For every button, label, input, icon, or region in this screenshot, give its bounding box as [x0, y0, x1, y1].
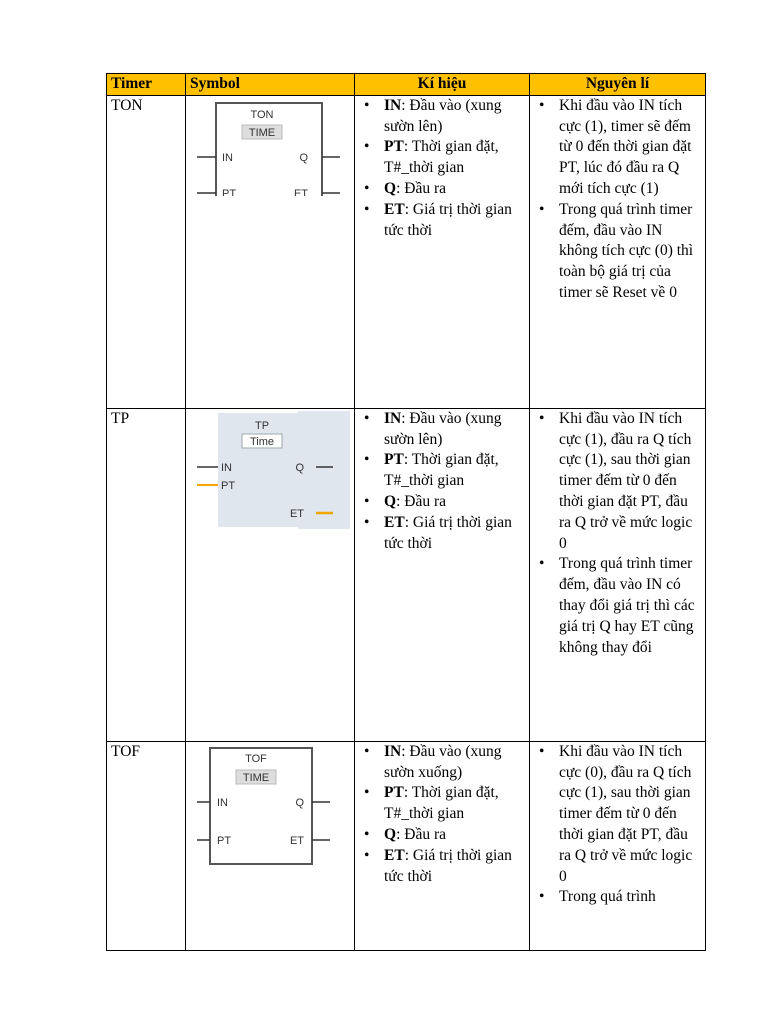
- list-item: • PT: Thời gian đặt, T#_thời gian: [384, 783, 525, 825]
- pin-in: IN: [221, 461, 232, 474]
- pin-pt: PT: [221, 479, 236, 492]
- kihieu-cell: [355, 741, 530, 950]
- pin-q: Q: [295, 796, 304, 809]
- list-item: • Khi đầu vào IN tích cực (1), đầu ra Q tích cực (1), sau thời gian timer đếm từ 0 đến thời gian đặt PT, đầu ra Q trở về mức logic 0: [559, 409, 701, 555]
- timer-name: TP: [107, 408, 186, 741]
- list-item: • IN: Đầu vào (xung sườn lên): [384, 96, 525, 138]
- pin-q: Q: [299, 151, 308, 164]
- list-item: • Trong quá trình: [559, 887, 701, 908]
- header-timer: Timer: [107, 74, 186, 96]
- kihieu-list: [359, 96, 525, 242]
- table-row-ton: [107, 95, 706, 408]
- pin-et: ET: [289, 507, 304, 520]
- list-item: • PT: Thời gian đặt, T#_thời gian: [384, 137, 525, 179]
- pin-q: Q: [295, 461, 304, 474]
- ton-block-diagram: [190, 96, 350, 196]
- block-name: TON: [250, 108, 274, 121]
- header-row: [107, 74, 706, 96]
- list-item: • Khi đầu vào IN tích cực (0), đầu ra Q tích cực (1), sau thời gian timer đếm từ 0 đến thời gian đặt PT, đầu ra Q trở về mức logic 0: [559, 742, 701, 888]
- pin-pt: PT: [222, 187, 237, 196]
- list-item: • Q: Đầu ra: [384, 825, 525, 846]
- timer-table: [106, 73, 706, 951]
- tof-block-diagram: [190, 742, 350, 867]
- list-item: • ET: Giá trị thời gian tức thời: [384, 513, 525, 555]
- kihieu-list: [359, 409, 525, 555]
- list-item: • ET: Giá trị thời gian tức thời: [384, 200, 525, 242]
- pin-in: IN: [222, 151, 233, 164]
- block-type: TIME: [242, 771, 270, 784]
- list-item: • Trong quá trình timer đếm, đầu vào IN không tích cực (0) thì toàn bộ giá trị của timer sẽ Reset về 0: [559, 200, 701, 304]
- block-type: TIME: [248, 126, 276, 139]
- block-name: TP: [254, 419, 270, 432]
- kihieu-cell: [355, 408, 530, 741]
- list-item: • PT: Thời gian đặt, T#_thời gian: [384, 450, 525, 492]
- block-name: TOF: [245, 752, 267, 765]
- block-type: Time: [249, 435, 275, 448]
- list-item: • Q: Đầu ra: [384, 179, 525, 200]
- nguyenli-list: [534, 96, 701, 304]
- list-item: • Q: Đầu ra: [384, 492, 525, 513]
- nguyenli-cell: [530, 741, 706, 950]
- list-item: • ET: Giá trị thời gian tức thời: [384, 846, 525, 888]
- nguyenli-list: [534, 409, 701, 659]
- list-item: • Khi đầu vào IN tích cực (1), timer sẽ đếm từ 0 đến thời gian đặt PT, lúc đó đầu ra Q mới tích cực (1): [559, 96, 701, 200]
- timer-name: TOF: [107, 741, 186, 950]
- pin-et: ET: [289, 834, 304, 847]
- kihieu-cell: [355, 95, 530, 408]
- list-item: • IN: Đầu vào (xung sườn lên): [384, 409, 525, 451]
- table-row-tof: [107, 741, 706, 950]
- table-row-tp: [107, 408, 706, 741]
- symbol-cell: [186, 408, 355, 741]
- pin-et: ET: [293, 187, 308, 196]
- header-symbol: Symbol: [186, 74, 355, 96]
- list-item: • Trong quá trình timer đếm, đầu vào IN có thay đổi giá trị thì các giá trị Q hay ET cũng không thay đổi: [559, 554, 701, 658]
- list-item: • IN: Đầu vào (xung sườn xuống): [384, 742, 525, 784]
- symbol-cell: [186, 95, 355, 408]
- nguyenli-cell: [530, 408, 706, 741]
- nguyenli-list: [534, 742, 701, 908]
- nguyenli-cell: [530, 95, 706, 408]
- header-kihieu: Kí hiệu: [355, 74, 530, 96]
- symbol-cell: [186, 741, 355, 950]
- header-nguyenli: Nguyên lí: [530, 74, 706, 96]
- pin-in: IN: [217, 796, 228, 809]
- pin-pt: PT: [217, 834, 232, 847]
- timer-name: TON: [107, 95, 186, 408]
- kihieu-list: [359, 742, 525, 888]
- tp-block-diagram: [190, 409, 350, 534]
